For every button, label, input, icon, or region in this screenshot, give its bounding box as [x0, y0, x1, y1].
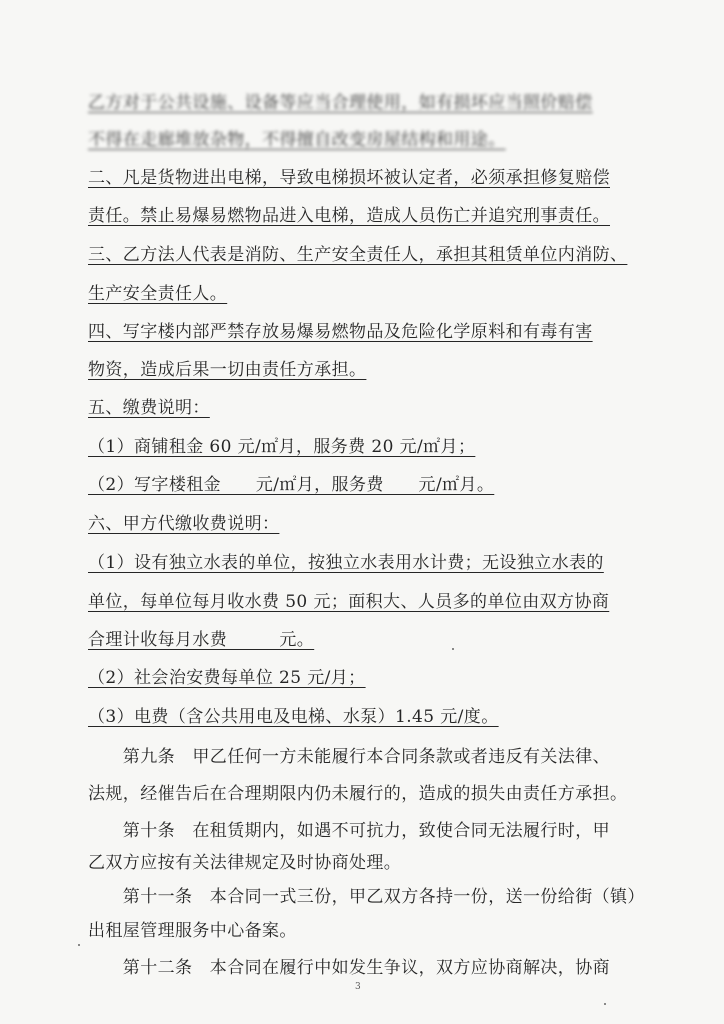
text-line-11: （2）写字楼租金 元/㎡月，服务费 元/㎡月。: [88, 475, 495, 495]
scan-speck: [78, 944, 80, 946]
article-9-line-1: 第九条 甲乙任何一方未能履行本合同条款或者违反有关法律、: [88, 747, 610, 767]
article-10-line-1: 第十条 在租赁期内，如遇不可抗力，致使合同无法履行时，甲: [88, 821, 610, 841]
text-line-1: 乙方对于公共设施、设备等应当合理使用，如有损坏应当照价赔偿: [88, 93, 593, 113]
article-11-line-1: 第十一条 本合同一式三份，甲乙双方各持一份，送一份给街（镇）: [88, 887, 645, 907]
article-12-line-1: 第十二条 本合同在履行中如发生争议，双方应协商解决，协商: [88, 958, 610, 978]
text-line-13: （1）设有独立水表的单位，按独立水表用水计费；无设独立水表的: [88, 553, 604, 573]
page-number: 3: [355, 982, 361, 992]
article-10-line-2: 乙双方应按有关法律规定及时协商处理。: [88, 853, 402, 873]
text-line-2: 不得在走廊堆放杂物，不得擅自改变房屋结构和用途。: [88, 130, 506, 150]
text-line-15: 合理计收每月水费 元。: [88, 630, 315, 650]
text-line-14: 单位，每单位每月收水费 50 元；面积大、人员多的单位由双方协商: [88, 592, 610, 612]
article-11-line-2: 出租屋管理服务中心备案。: [88, 921, 297, 941]
article-9-line-2: 法规，经催告后在合理期限内仍未履行的，造成的损失由责任方承担。: [88, 784, 628, 804]
text-line-7: 四、写字楼内部严禁存放易爆易燃物品及危险化学原料和有毒有害: [88, 322, 593, 342]
text-line-8: 物资，造成后果一切由责任方承担。: [88, 360, 367, 380]
text-line-3: 二、凡是货物进出电梯，导致电梯损坏被认定者，必须承担修复赔偿: [88, 168, 610, 188]
scan-speck: [452, 648, 454, 650]
text-line-16: （2）社会治安费每单位 25 元/月；: [88, 668, 366, 688]
text-line-4: 责任。禁止易爆易燃物品进入电梯，造成人员伤亡并追究刑事责任。: [88, 206, 610, 226]
text-line-6: 生产安全责任人。: [88, 284, 228, 304]
text-line-5: 三、乙方法人代表是消防、生产安全责任人，承担其租赁单位内消防、: [88, 245, 628, 265]
scan-speck: [604, 1003, 606, 1005]
text-line-10: （1）商铺租金 60 元/㎡月，服务费 20 元/㎡月；: [88, 437, 476, 457]
section-heading-payment: 五、缴费说明：: [88, 398, 210, 418]
section-heading-fees: 六、甲方代缴收费说明：: [88, 514, 280, 534]
text-line-17: （3）电费（含公共用电及电梯、水泵）1.45 元/度。: [88, 707, 499, 727]
